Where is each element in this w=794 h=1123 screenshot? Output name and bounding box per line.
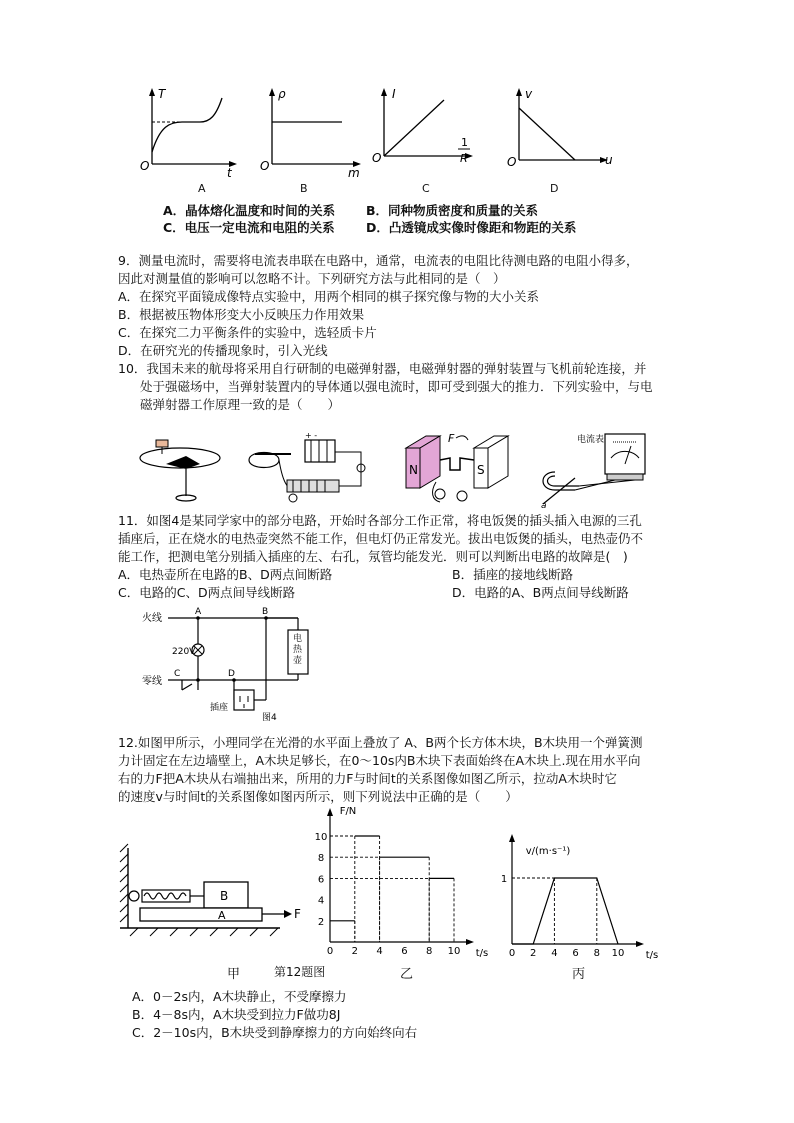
yi-x-tick-0: 0 — [326, 946, 334, 957]
q10-figure-ammeter — [535, 428, 665, 512]
q12-stem-2: 力计固定在左边墙壁上，A木块足够长，在0～10s内B木块下表面始终在A木块上.现在用水平向 — [118, 753, 641, 768]
q9-option-d: D．在研究光的传播现象时，引入光线 — [118, 343, 328, 358]
graph-b-x-label: m — [348, 166, 360, 180]
q9-option-a: A．在探究平面镜成像特点实验中，用两个相同的棋子探究像与物的大小关系 — [118, 289, 540, 304]
graph-d-origin: O — [507, 155, 517, 169]
q10-stem-2: 处于强磁场中，当弹射装置内的导体通以强电流时，即可受到强大的推力．下列实验中，与电 — [140, 379, 653, 394]
svg-text:a: a — [541, 501, 547, 511]
yi-y-tick-2: 2 — [317, 916, 325, 928]
voltage-label: 220V — [172, 647, 196, 657]
figure4-caption: 图4 — [262, 713, 277, 723]
q9-stem-2: 因此对测量值的影响可以忽略不计。下列研究方法与此相同的是（ ） — [118, 271, 506, 286]
q12-chart-force-time — [300, 800, 500, 960]
bing-x-tick-2: 2 — [530, 948, 537, 959]
bing-y-arrow — [509, 834, 515, 842]
q8-graph-c — [370, 86, 480, 176]
q9-option-b: B．根据被压物体形变大小反映压力作用效果 — [118, 307, 365, 322]
q11-stem-1: 11．如图4是某同学家中的部分电路，开始时各部分工作正常，将电饭煲的插头插入电源的三孔 — [118, 513, 642, 528]
yi-x-tick-2: 2 — [351, 946, 358, 957]
q10-figure-compass — [138, 434, 228, 504]
kettle-label: 电热壶 — [293, 634, 303, 666]
svg-text:+ -: + - — [305, 431, 318, 440]
point-a-label: A — [195, 607, 202, 617]
magnet-force-label: F — [448, 432, 455, 445]
q8-option-c: C．电压一定电流和电阻的关系 — [163, 220, 335, 235]
block-b-label: B — [220, 889, 229, 903]
graph-b-origin: O — [260, 159, 270, 173]
graph-c-x-den: R — [460, 152, 468, 165]
ammeter-label: 电流表 — [577, 435, 605, 445]
graph-label-b: B — [300, 182, 308, 195]
q11-stem-3: 能工作，把测电笔分别插入插座的左、右孔，氖管均能发光．则可以判断出电路的故障是( ) — [118, 549, 628, 564]
q11-stem-2: 插座后，正在烧水的电热壶突然不能工作，但电灯仍正常发光。拔出电饭煲的插头，电热壶仍不 — [118, 531, 644, 546]
yi-y-arrow — [327, 808, 333, 816]
q8-graph-a — [138, 86, 238, 180]
q12-option-c: C．2－10s内，B木块受到静摩擦力的方向始终向右 — [132, 1025, 418, 1040]
bing-x-axis-label: t/s — [645, 950, 659, 961]
q12-stem-4: 的速度v与时间t的关系图像如图丙所示，则下列说法中正确的是（ ） — [118, 789, 518, 804]
q8-option-d: D．凸透镜成实像时像距和物距的关系 — [366, 220, 577, 235]
graph-a-x-label: t — [227, 166, 232, 180]
graph-label-a: A — [198, 182, 206, 195]
q11-option-b: B．插座的接地线断路 — [452, 567, 574, 582]
yi-y-tick-10: 10 — [314, 832, 328, 843]
graph-label-c: C — [422, 182, 430, 195]
fig-jia-label: 甲 — [227, 967, 241, 982]
graph-c-x-num: 1 — [461, 136, 468, 149]
point-c-label: C — [174, 669, 181, 679]
bing-x-tick-10: 10 — [611, 948, 625, 959]
graph-d-y-label: v — [525, 87, 533, 101]
magnet-n-label: N — [409, 463, 418, 477]
fig-caption-12: 第12题图 — [274, 965, 326, 979]
q12-chart-velocity-time — [490, 832, 660, 962]
q12-option-a: A．0－2s内，A木块静止，不受摩擦力 — [132, 989, 347, 1004]
q12-stem-1: 12.如图甲所示，小理同学在光滑的水平面上叠放了 A、B两个长方体木块，B木块用一个弹簧测 — [118, 735, 643, 750]
q11-option-d: D．电路的A、B两点间导线断路 — [452, 585, 629, 600]
yi-x-arrow — [466, 939, 474, 945]
graph-c-origin: O — [372, 151, 382, 165]
q12-figure-jia — [120, 844, 310, 936]
point-d-label: D — [228, 669, 235, 679]
graph-c-y-label: I — [392, 87, 396, 101]
live-wire-label: 火线 — [142, 613, 162, 624]
graph-label-d: D — [550, 182, 559, 195]
socket-label: 插座 — [210, 703, 229, 713]
neutral-wire-label: 零线 — [142, 676, 162, 687]
graph-b-y-label: ρ — [278, 87, 286, 101]
bing-x-tick-0: 0 — [508, 948, 516, 959]
graph-a-y-label: T — [158, 87, 166, 101]
yi-y-axis-label: F/N — [339, 806, 357, 817]
yi-y-tick-4: 4 — [317, 895, 325, 907]
yi-x-axis-label: t/s — [475, 948, 489, 959]
q8-graph-d — [505, 86, 615, 176]
pull-force-label: F — [294, 907, 301, 921]
yi-x-tick-6: 6 — [401, 946, 408, 957]
bing-y-axis-label: v/(m·s⁻¹) — [525, 846, 571, 857]
q10-stem-3: 磁弹射器工作原理一致的是（ ） — [140, 397, 341, 412]
yi-y-tick-6: 6 — [317, 874, 325, 886]
fig-yi-label: 乙 — [400, 967, 414, 982]
bing-series-line — [512, 878, 618, 944]
block-a-label: A — [218, 909, 226, 922]
yi-x-tick-4: 4 — [376, 946, 383, 957]
bing-x-arrow — [636, 941, 644, 947]
fig-bing-label: 丙 — [572, 967, 586, 982]
bing-x-tick-4: 4 — [551, 948, 558, 959]
q11-circuit — [138, 604, 318, 726]
yi-x-tick-8: 8 — [426, 946, 433, 957]
q9-stem-1: 9．测量电流时，需要将电流表串联在电路中，通常，电流表的电阻比待测电路的电阻小得多， — [118, 253, 639, 268]
point-b-label: B — [262, 607, 269, 617]
q8-graph-b — [258, 86, 363, 180]
q11-option-c: C．电路的C、D两点间导线断路 — [118, 585, 296, 600]
yi-x-tick-10: 10 — [447, 946, 461, 957]
graph-a-origin: O — [140, 159, 150, 173]
yi-y-tick-8: 8 — [317, 853, 325, 865]
bing-x-tick-6: 6 — [572, 948, 579, 959]
q12-option-b: B．4－8s内，A木块受到拉力F做功8J — [132, 1007, 341, 1022]
graph-d-x-label: u — [605, 153, 613, 167]
q10-stem-1: 10．我国未来的航母将采用自行研制的电磁弹射器，电磁弹射器的弹射装置与飞机前轮连接，并 — [118, 361, 647, 376]
q10-figure-electromagnet — [243, 431, 373, 504]
q12-stem-3: 右的力F把A木块从右端抽出来，所用的力F与时间t的关系图像如图乙所示，拉动A木块时它 — [118, 771, 617, 786]
q10-figure-magnet — [400, 430, 510, 510]
q11-option-a: A．电热壶所在电路的B、D两点间断路 — [118, 567, 333, 582]
q9-option-c: C．在探究二力平衡条件的实验中，选轻质卡片 — [118, 325, 377, 340]
bing-y-tick-1: 1 — [500, 874, 508, 885]
q8-option-b: B．同种物质密度和质量的关系 — [366, 203, 539, 218]
bing-x-tick-8: 8 — [593, 948, 600, 959]
magnet-s-label: S — [477, 463, 485, 477]
q8-option-a: A．晶体熔化温度和时间的关系 — [163, 203, 336, 218]
